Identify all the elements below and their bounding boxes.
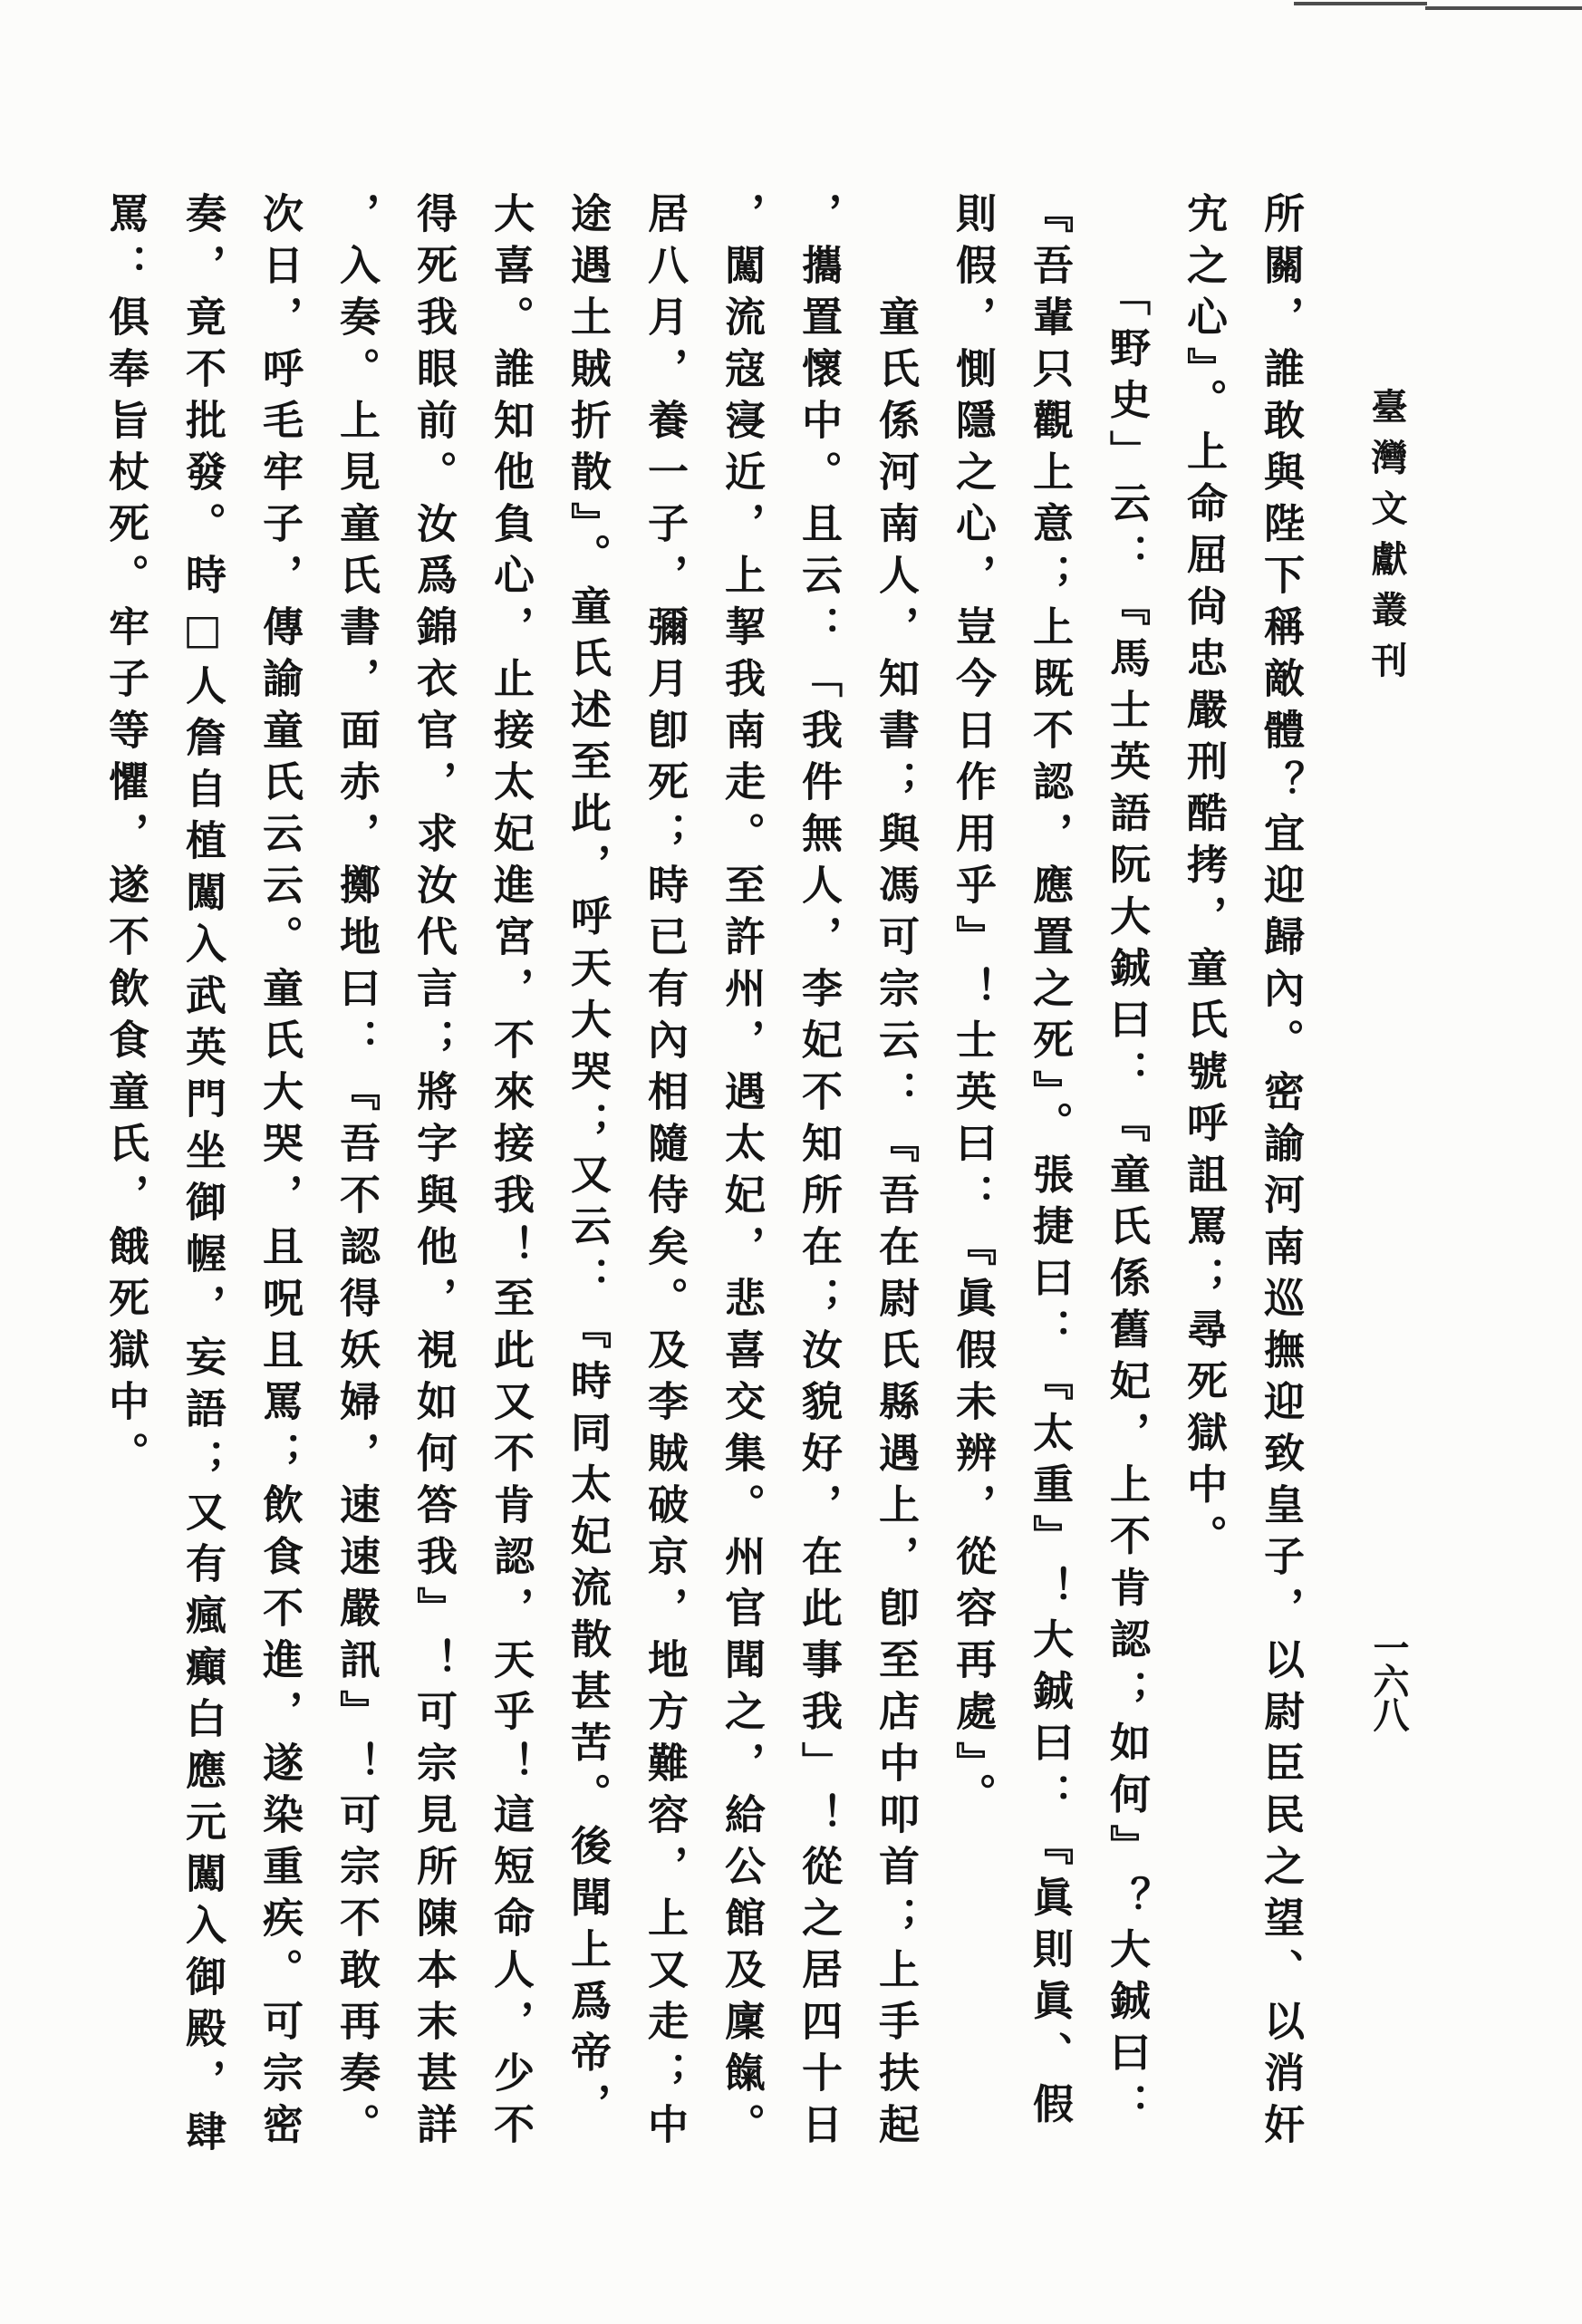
text-column: ，入奏。上見童氏書，面赤，擲地曰：『吾不認得妖婦，速速嚴訊』！可宗不敢再奏。 <box>333 192 381 2155</box>
text-column: 居八月，養一子，彌月卽死；時已有內相隨侍矣。及李賊破京，地方難容，上又走；中 <box>641 192 689 2155</box>
text-column: 「野史」云：『馬士英語阮大鋮曰：『童氏係舊妃，上不肯認；如何』？大鋮曰： <box>1103 192 1151 2135</box>
text-column: 『吾輩只觀上意；上既不認，應置之死』。張捷曰：『太重』！大鋮曰：『眞則眞、假 <box>1026 192 1074 2135</box>
text-block <box>87 192 1319 2194</box>
text-column: 所關，誰敢與陛下稱敵體？宜迎歸內。密諭河南巡撫迎致皇子，以尉臣民之望、以消奸 <box>1257 192 1305 2155</box>
text-column: 得死我眼前。汝爲錦衣官，求汝代言；將字與他，視如何答我』！可宗見所陳本末甚詳 <box>410 192 458 2155</box>
text-column: 次日，呼毛牢子，傳諭童氏云云。童氏大哭，且呪且罵；飲食不進，遂染重疾。可宗密 <box>256 192 304 2155</box>
series-running-title: 臺灣文獻叢刊 <box>1365 388 1408 692</box>
scan-edge-line-2 <box>1425 6 1582 10</box>
text-column: 奏，竟不批發。時□人詹自植闖入武英門坐御幄，妄語；又有瘋癲白應元闖入御殿，肆 <box>178 192 227 2162</box>
scan-edge-line-1 <box>1294 2 1427 5</box>
text-column: ，闖流寇寖近，上挈我南走。至許州，遇太妃，悲喜交集。州官聞之，給公館及廩餼。 <box>718 192 766 2155</box>
text-column: ，攜置懷中。且云：「我件無人，李妃不知所在；汝貌好，在此事我」！從之居四十日 <box>795 192 843 2155</box>
text-column: 罵：俱奉旨杖死。牢子等懼，遂不飲食童氏，餓死獄中。 <box>101 192 150 1483</box>
text-column: 則假，惻隱之心，豈今日作用乎』！士英曰：『眞假未辨，從容再處』。 <box>949 192 997 1825</box>
text-column: 途遇土賊折散』。童氏述至此，呼天大哭；又云：『時同太妃流散甚苦。後聞上爲帝， <box>564 192 612 2135</box>
text-column: 大喜。誰知他負心，止接太妃進宮，不來接我！至此又不肯認，天乎！這短命人，少不 <box>487 192 535 2155</box>
page-number: 一六八 <box>1367 1629 1410 1730</box>
text-column: 童氏係河南人，知書；與馮可宗云：『吾在尉氏縣遇上，卽至店中叩首；上手扶起 <box>872 192 920 2155</box>
text-column: 宄之心』。上命屈尙忠嚴刑酷拷，童氏號呼詛罵；尋死獄中。 <box>1180 192 1228 1567</box>
